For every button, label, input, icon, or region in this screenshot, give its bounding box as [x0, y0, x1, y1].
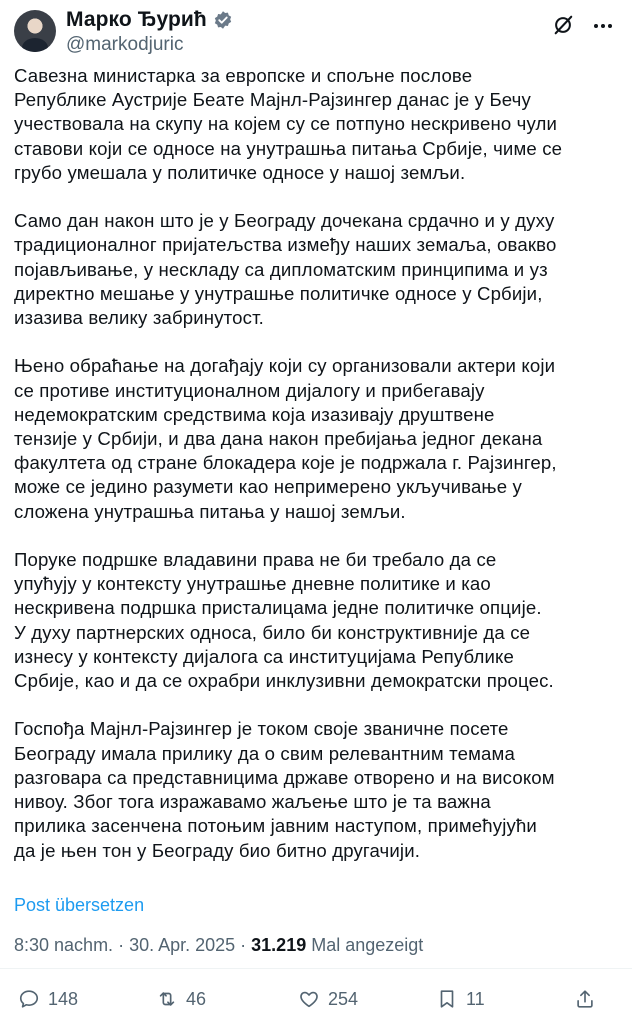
author-name[interactable]: Марко Ђурић — [66, 8, 207, 31]
bookmark-count: 11 — [466, 988, 485, 1009]
like-count: 254 — [328, 988, 359, 1009]
author-handle[interactable]: @markodjuric — [66, 34, 184, 55]
repost-count: 46 — [186, 988, 207, 1009]
tweet-header — [14, 6, 618, 54]
verified-badge-icon — [213, 10, 233, 30]
view-count-label: Mal angezeigt — [306, 935, 424, 955]
action-bar — [18, 988, 618, 1016]
avatar[interactable] — [14, 10, 56, 52]
reply-count: 148 — [48, 988, 79, 1009]
tweet-date[interactable]: 30. Apr. 2025 — [129, 935, 236, 955]
more-icon[interactable] — [594, 18, 618, 34]
meta-separator: · — [113, 935, 130, 955]
meta-separator: · — [235, 935, 252, 955]
repost-button[interactable] — [156, 988, 206, 1010]
divider — [0, 968, 632, 969]
bookmark-icon — [436, 988, 458, 1010]
reply-icon — [18, 988, 40, 1010]
like-button[interactable] — [298, 988, 358, 1010]
share-icon — [574, 988, 596, 1010]
translate-link[interactable]: Post übersetzen — [14, 895, 145, 915]
repost-icon — [156, 988, 178, 1010]
author-name-row — [66, 8, 233, 32]
bookmark-button[interactable] — [436, 988, 485, 1010]
tweet-time[interactable]: 8:30 nachm. — [14, 935, 114, 955]
tweet-meta — [14, 935, 423, 956]
view-count: 31.219 — [251, 935, 307, 955]
reply-button[interactable] — [18, 988, 78, 1010]
grok-icon[interactable] — [552, 14, 574, 36]
tweet-text: Савезна министарка за европске и спољне послове Републике Аустрије Беате Мајнл-Рајзингер данас је у Бечу учествовала на скупу на којем су се потпуно нескривено чули ставови који се односе на унутрашња питања Србије, чиме се грубо умешала у политичке односе у нашој земљи. Само дан након што је у Београду дочекана срдачно и у духу традиционалног пријатељства између наших земаља, овакво појављивање, у нескладу са дипломатским принципима и уз директно мешање у унутрашње политичке односе у Србији, изазива велику забринутост. Њено обраћање на догађају који су организовали актери који се противе институционалном дијалогу и прибегавају недемократским средствима која изазивају друштвене тензије у Србији, и два дана након пребијања једног декана факултета од стране блокадера које је подржала г. Рајзингер, може се једино разумети као непримерено укључивање у сложена унутрашња питања у нашој земљи. Поруке подршке владавини права не би требало да се упућују у контексту унутрашње дневне политике и као нескривена подршка присталицама једне политичке опције. У духу партнерских односа, било би конструктивније да се изнесу у контексту дијалога са институцијама Републике Србије, као и да се охрабри инклузивни демократски процес. Госпођа Мајнл-Рајзингер је током своје званичне посете Београду имала прилику да о свим релевантним темама разговара са представницима државе отворено и на високом нивоу. Због тога изражавамо жаљење што је та важна прилика засенчена потоњим јавним наступом, примећујући да је њен тон у Београду био битно другачији. — [14, 65, 563, 861]
like-icon — [298, 988, 320, 1010]
share-button[interactable] — [574, 988, 596, 1010]
